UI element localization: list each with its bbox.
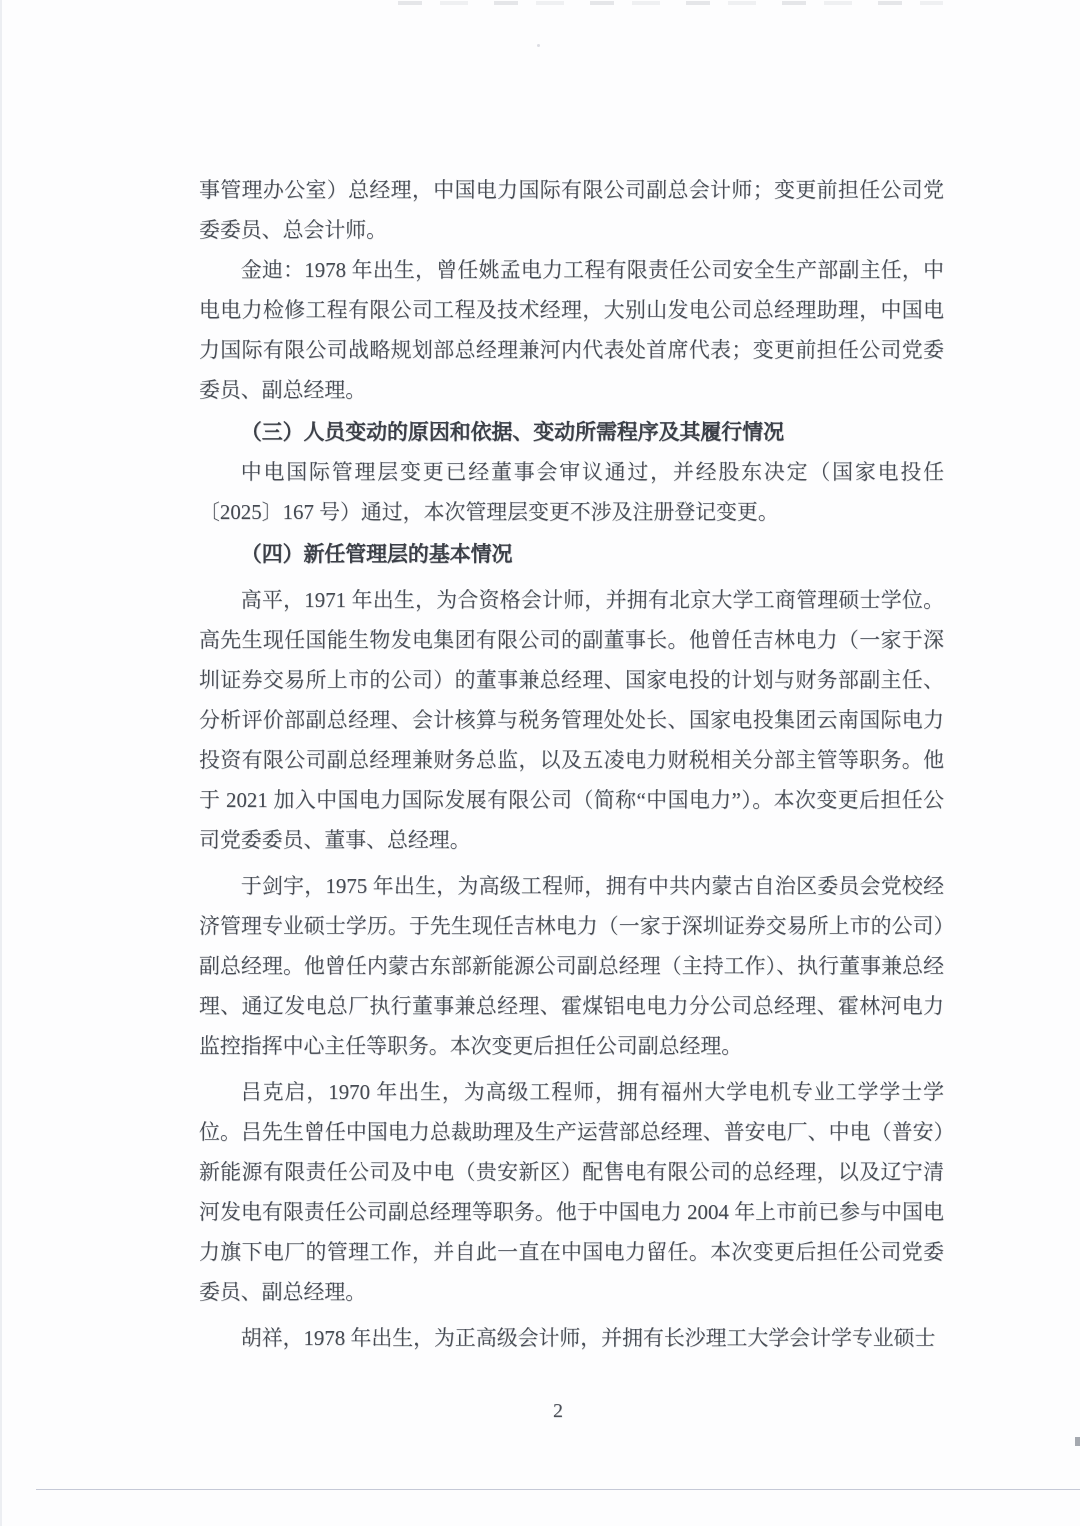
paragraph-continuation-chief-accountant: 事管理办公室）总经理，中国电力国际有限公司副总会计师；变更前担任公司党委委员、总会计师。	[199, 178, 944, 242]
scan-artifact-left-edge	[0, 0, 2, 1526]
scan-artifact-dot	[537, 44, 540, 47]
paragraph-jin-di-bio: 金迪：1978 年出生，曾任姚孟电力工程有限责任公司安全生产部副主任，中电电力检修工程有限公司工程及技术经理，大别山发电公司总经理助理，中国电力国际有限公司战略规划部总经理兼河内代表处首席代表；变更前担任公司党委委员、副总经理。	[199, 258, 944, 402]
scan-artifact-bottom-line	[36, 1489, 1080, 1490]
paragraph-yu-jianyu-bio: 于剑宇，1975 年出生，为高级工程师，拥有中共内蒙古自治区委员会党校经济管理专业硕士学历。于先生现任吉林电力（一家于深圳证券交易所上市的公司）副总经理。他曾任内蒙古东部新能源公司副总经理（主持工作）、执行董事兼总经理、通辽发电总厂执行董事兼总经理、霍煤铝电电力分公司总经理、霍林河电力监控指挥中心主任等职务。本次变更后担任公司副总经理。	[199, 874, 944, 1058]
paragraph-change-approval: 中电国际管理层变更已经董事会审议通过，并经股东决定（国家电投任〔2025〕167 号）通过，本次管理层变更不涉及注册登记变更。	[199, 460, 944, 524]
scan-artifact-top-edge	[398, 1, 943, 5]
paragraph-lyu-keqi-bio: 吕克启，1970 年出生，为高级工程师，拥有福州大学电机专业工学学士学位。吕先生曾任中国电力总裁助理及生产运营部总经理、普安电厂、中电（普安）新能源有限责任公司及中电（贵安新区）配售电有限公司的总经理，以及辽宁清河发电有限责任公司副总经理等职务。他于中国电力 2004 年上市前已参与中国电力旗下电厂的管理工作，并自此一直在中国电力留任。本次变更后担任公司党委委员、副总经理。	[199, 1080, 944, 1304]
document-body	[199, 170, 944, 1358]
scan-artifact-right-tick	[1075, 1437, 1080, 1446]
page-number: 2	[553, 1400, 563, 1422]
section-heading-3-personnel-change-reasons: （三）人员变动的原因和依据、变动所需程序及其履行情况	[240, 420, 784, 444]
paragraph-gao-ping-bio: 高平，1971 年出生，为合资格会计师，并拥有北京大学工商管理硕士学位。高先生现任国能生物发电集团有限公司的副董事长。他曾任吉林电力（一家于深圳证券交易所上市的公司）的董事兼总经理、国家电投的计划与财务部副主任、分析评价部副总经理、会计核算与税务管理处处长、国家电投集团云南国际电力投资有限公司副总经理兼财务总监，以及五凌电力财税相关分部主管等职务。他于 2021 加入中国电力国际发展有限公司（简称“中国电力”）。本次变更后担任公司党委委员、董事、总经理。	[199, 588, 944, 852]
section-heading-4-new-management-profiles: （四）新任管理层的基本情况	[240, 542, 513, 566]
paragraph-hu-xiang-bio: 胡祥，1978 年出生，为正高级会计师，并拥有长沙理工大学会计学专业硕士	[240, 1326, 936, 1350]
